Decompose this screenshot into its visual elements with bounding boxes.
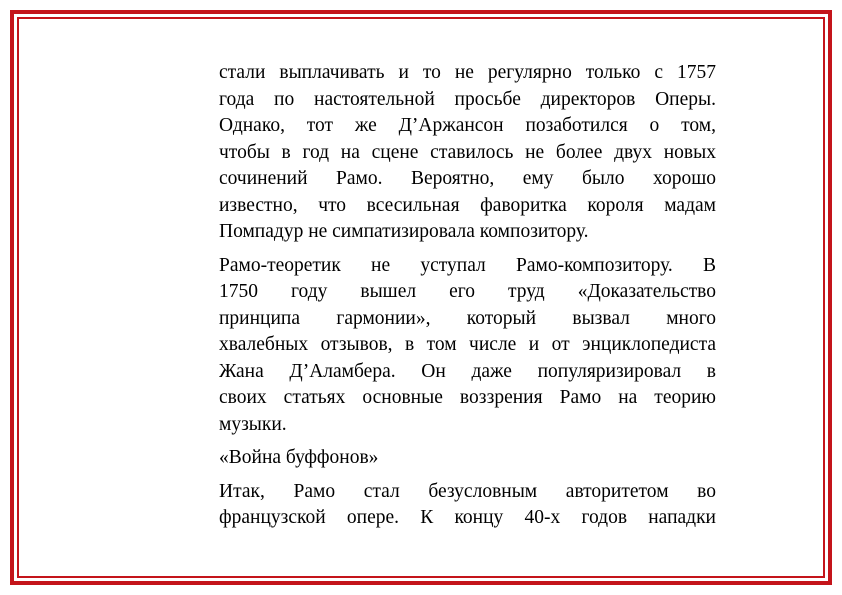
text-line: Рамо-теоретик не уступал Рамо-композитору. В <box>219 254 716 276</box>
paragraph-2 <box>219 253 716 439</box>
text-line: стали выплачивать и то не регулярно только с 1757 <box>219 62 716 83</box>
section-heading <box>219 445 716 472</box>
text-line: известно, что всесильная фаворитка короля мадам <box>219 194 716 216</box>
text-line: музыки. <box>219 413 287 435</box>
text-line: Жана Д’Аламбера. Он даже популяризировал в <box>219 360 716 382</box>
text-line: 1750 году вышел его труд «Доказательство <box>219 281 716 302</box>
text-line: Однако, тот же Д’Аржансон позаботился о том, <box>219 115 716 136</box>
paragraph-3 <box>219 479 716 532</box>
text-line: сочинений Рамо. Вероятно, ему было хорошо <box>219 168 716 189</box>
text-line: своих статьях основные воззрения Рамо на теорию <box>219 387 716 408</box>
document-text <box>219 60 716 539</box>
heading-text: «Война буффонов» <box>219 447 379 468</box>
text-line: года по настоятельной просьбе директоров Оперы. <box>219 88 716 110</box>
text-line: принципа гармонии», который вызвал много <box>219 307 716 329</box>
paragraph-1 <box>219 60 716 246</box>
text-line: Итак, Рамо стал безусловным авторитетом во <box>219 480 716 502</box>
text-line: французской опере. К концу 40-х годов нападки <box>219 507 716 528</box>
text-line: чтобы в год на сцене ставилось не более двух новых <box>219 141 716 163</box>
text-line: Помпадур не симпатизировала композитору. <box>219 221 589 242</box>
text-line: хвалебных отзывов, в том числе и от энциклопедиста <box>219 334 716 355</box>
